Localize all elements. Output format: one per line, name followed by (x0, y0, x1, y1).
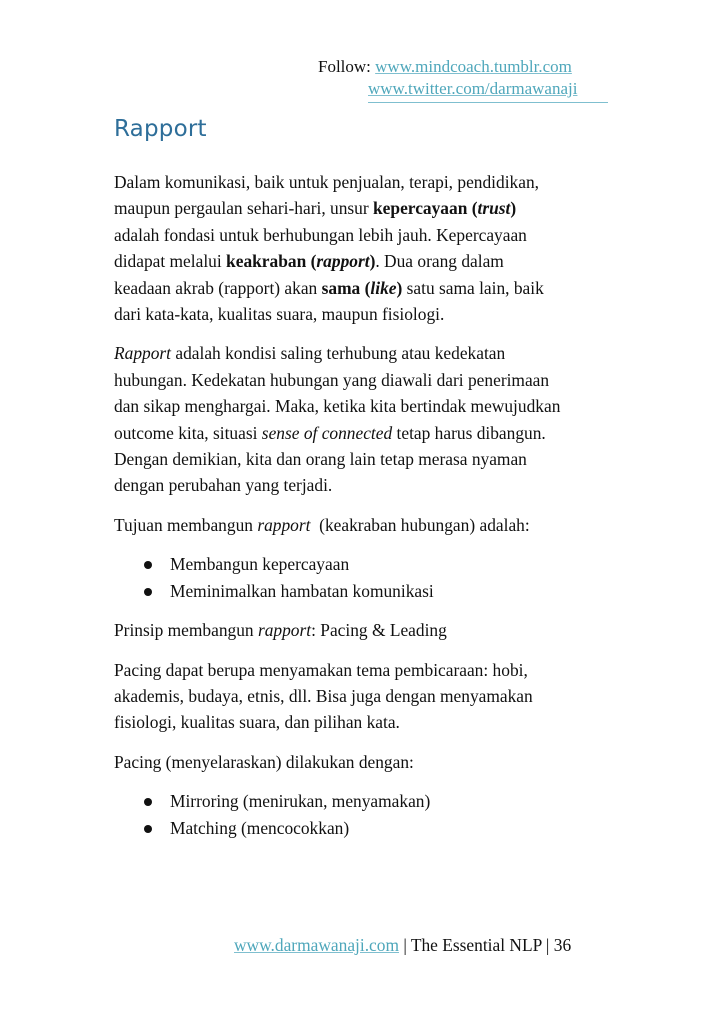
footer-text: | The Essential NLP | 36 (399, 935, 572, 955)
bullet-icon (144, 825, 152, 833)
text-line: Dalam komunikasi, baik untuk penjualan, terapi, pendidikan, (114, 172, 540, 192)
italic-term: rapport (316, 251, 370, 272)
text-line: hubungan. Kedekatan hubungan yang diawali dari penerimaan (114, 369, 550, 390)
italic-term: trust (477, 198, 511, 219)
text-span: ) (510, 198, 517, 219)
text-line: fisiologi, kualitas suara, dan pilihan kata. (114, 712, 400, 733)
text-span: satu sama lain, baik (402, 277, 544, 298)
text-span: keadaan akrab (rapport) akan (114, 277, 322, 298)
text-line (114, 195, 614, 221)
text-span: Tujuan membangun (114, 514, 258, 535)
section-heading: Rapport (114, 116, 207, 142)
text-line (114, 617, 614, 643)
body-content (114, 169, 614, 854)
text-line (114, 275, 614, 301)
twitter-link[interactable]: www.twitter.com/darmawanaji (368, 79, 578, 98)
text-span: sama ( (321, 277, 371, 298)
header-divider (368, 102, 608, 103)
bullet-icon (144, 798, 152, 806)
text-line (114, 512, 614, 538)
footer-link[interactable]: www.darmawanaji.com (234, 935, 399, 955)
text-span: didapat melalui (114, 251, 227, 272)
follow-label: Follow: (318, 57, 376, 76)
goal-list (114, 551, 614, 604)
page-header (300, 56, 608, 100)
text-span: tetap harus dibangun. (392, 422, 546, 443)
page-footer (234, 935, 571, 956)
list-item (114, 788, 614, 814)
text-span: : Pacing & Leading (311, 620, 447, 641)
text-line (114, 420, 614, 446)
text-line: Pacing (menyelaraskan) dilakukan dengan: (114, 751, 414, 772)
list-item-text: Meminimalkan hambatan komunikasi (170, 580, 434, 601)
list-item (114, 815, 614, 841)
list-item (114, 578, 614, 604)
text-line: Pacing dapat berupa menyamakan tema pembicaraan: hobi, (114, 659, 528, 680)
list-item-text: Mirroring (menirukan, menyamakan) (170, 791, 431, 812)
text-line: akademis, budaya, etnis, dll. Bisa juga dengan menyamakan (114, 685, 533, 706)
text-span: maupun pergaulan sehari-hari, unsur (114, 198, 374, 219)
bullet-icon (144, 588, 152, 596)
list-item (114, 551, 614, 577)
text-span: ) (396, 277, 403, 298)
text-line: adalah fondasi untuk berhubungan lebih jauh. Kepercayaan (114, 224, 527, 245)
italic-term: like (370, 277, 397, 298)
text-span: kepercayaan ( (373, 198, 478, 219)
paragraph-communication (114, 169, 614, 327)
paragraph-rapport-definition (114, 340, 614, 498)
paragraph-pacing-method (114, 749, 614, 775)
text-span: . Dua orang dalam (375, 251, 504, 272)
italic-term: rapport (257, 620, 312, 641)
bold-term (322, 278, 403, 298)
italic-term: Rapport (114, 343, 172, 364)
bold-term (226, 251, 375, 271)
italic-term: rapport (257, 514, 311, 535)
text-span: Prinsip membangun (114, 620, 258, 641)
paragraph-goal (114, 512, 614, 538)
bold-term (373, 198, 516, 218)
paragraph-principle (114, 617, 614, 643)
header-twitter-line (300, 78, 608, 100)
list-item-text: Matching (mencocokkan) (170, 817, 350, 838)
text-line: dari kata-kata, kualitas suara, maupun fisiologi. (114, 304, 445, 325)
text-line (114, 340, 614, 366)
text-line: dan sikap menghargai. Maka, ketika kita bertindak mewujudkan (114, 396, 561, 417)
text-span: outcome kita, situasi (114, 422, 262, 443)
paragraph-pacing (114, 657, 614, 736)
text-span: adalah kondisi saling terhubung atau kedekatan (171, 343, 506, 364)
text-line: Dengan demikian, kita dan orang lain tetap merasa nyaman (114, 449, 527, 470)
text-span: ) (369, 251, 376, 272)
mindcoach-link[interactable]: www.mindcoach.tumblr.com (375, 57, 572, 76)
italic-term: sense of connected (261, 422, 393, 443)
header-follow-line (300, 56, 608, 78)
bullet-icon (144, 561, 152, 569)
text-span: keakraban ( (226, 251, 317, 272)
list-item-text: Membangun kepercayaan (170, 554, 350, 575)
text-line (114, 248, 614, 274)
text-line: dengan perubahan yang terjadi. (114, 475, 333, 496)
text-span: (keakraban hubungan) adalah: (310, 514, 530, 535)
pacing-list (114, 788, 614, 841)
